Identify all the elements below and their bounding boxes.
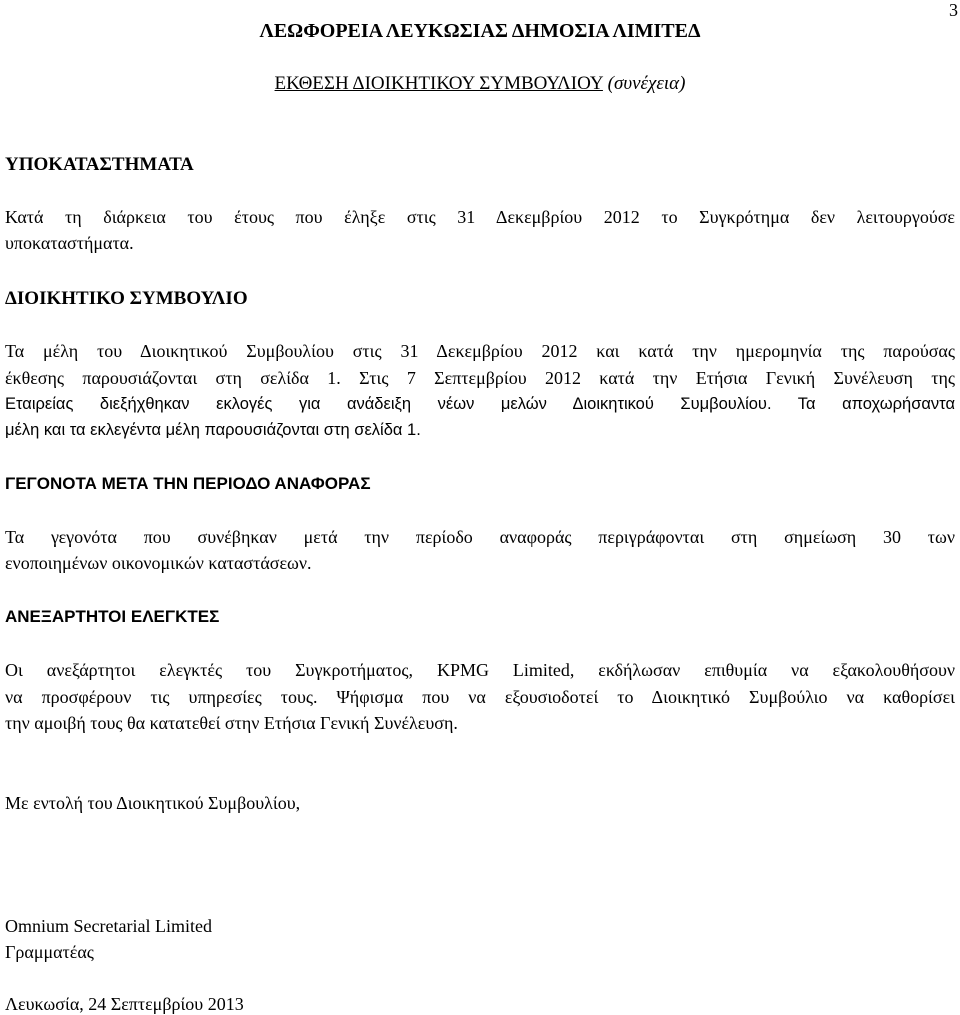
report-title xyxy=(0,73,960,95)
section-heading-board: ΔΙΟΙΚΗΤΙΚΟ ΣΥΜΒΟΥΛΙΟ xyxy=(5,288,248,309)
branches-line-2: υποκαταστήματα. xyxy=(5,233,134,253)
board-line-3: Εταιρείας διεξήχθηκαν εκλογές για ανάδειξη νέων μελών Διοικητικού Συμβουλίου. Τα αποχωρήσαντα xyxy=(5,395,955,413)
section-heading-events: ΓΕΓΟΝΟΤΑ ΜΕΤΑ ΤΗΝ ΠΕΡΙΟΔΟ ΑΝΑΦΟΡΑΣ xyxy=(5,474,371,493)
board-line-2: έκθεσης παρουσιάζονται στη σελίδα 1. Στις 7 Σεπτεμβρίου 2012 κατά την Ετήσια Γενική Συνέλευση της xyxy=(5,368,955,388)
place-date: Λευκωσία, 24 Σεπτεμβρίου 2013 xyxy=(5,994,244,1014)
report-title-suffix: (συνέχεια) xyxy=(607,73,686,94)
section-heading-branches: ΥΠΟΚΑΤΑΣΤΗΜΑΤΑ xyxy=(5,154,194,175)
events-line-1: Τα γεγονότα που συνέβηκαν μετά την περίοδο αναφοράς περιγράφονται στη σημείωση 30 των xyxy=(5,527,955,547)
closing-statement: Με εντολή του Διοικητικού Συμβουλίου, xyxy=(5,793,301,813)
branches-line-1: Κατά τη διάρκεια του έτους που έληξε στις 31 Δεκεμβρίου 2012 το Συγκρότημα δεν λειτουργούσε xyxy=(5,207,955,227)
company-title: ΛΕΩΦΟΡΕΙΑ ΛΕΥΚΩΣΙΑΣ ΔΗΜΟΣΙΑ ΛΙΜΙΤΕΔ xyxy=(259,20,701,42)
page-number: 3 xyxy=(949,0,958,20)
auditors-line-3: την αμοιβή τους θα κατατεθεί στην Ετήσια Γενική Συνέλευση. xyxy=(5,713,458,733)
events-line-2: ενοποιημένων οικονομικών καταστάσεων. xyxy=(5,553,312,573)
report-title-main: ΕΚΘΕΣΗ ΔΙΟΙΚΗΤΙΚΟΥ ΣΥΜΒΟΥΛΙΟΥ xyxy=(274,73,603,94)
auditors-line-1: Οι ανεξάρτητοι ελεγκτές του Συγκροτήματος, KPMG Limited, εκδήλωσαν επιθυμία να εξακολουθήσουν xyxy=(5,660,955,680)
board-line-4: μέλη και τα εκλεγέντα μέλη παρουσιάζονται στη σελίδα 1. xyxy=(5,421,421,439)
section-heading-auditors: ΑΝΕΞΑΡΤΗΤΟΙ ΕΛΕΓΚΤΕΣ xyxy=(5,607,220,626)
auditors-line-2: να προσφέρουν τις υπηρεσίες τους. Ψήφισμα που να εξουσιοδοτεί το Διοικητικό Συμβούλιο να καθορίσει xyxy=(5,687,955,707)
signatory-role: Γραμματέας xyxy=(5,942,94,962)
board-line-1: Τα μέλη του Διοικητικού Συμβουλίου στις 31 Δεκεμβρίου 2012 και κατά την ημερομηνία της παρούσας xyxy=(5,341,955,361)
signatory-name: Omnium Secretarial Limited xyxy=(5,916,212,936)
